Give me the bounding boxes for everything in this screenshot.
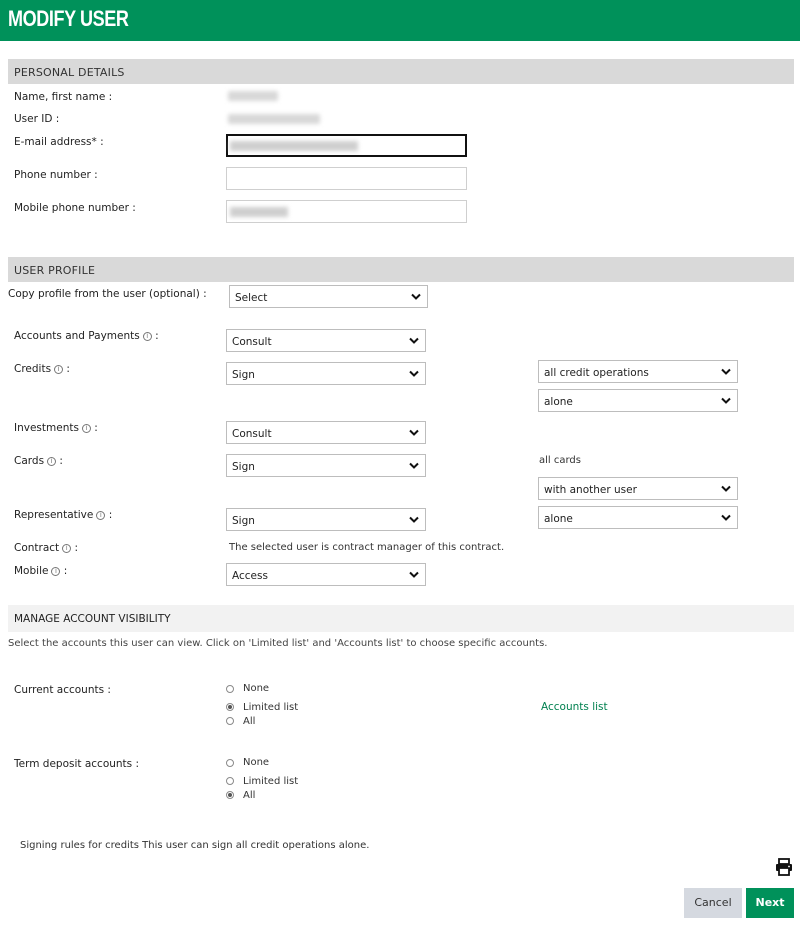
current-none-radio[interactable] xyxy=(226,685,234,693)
visibility-description: Select the accounts this user can view. Click on 'Limited list' and 'Accounts list' to choose specific accounts. xyxy=(8,638,548,649)
chevron-down-icon xyxy=(409,370,419,378)
info-icon[interactable]: i xyxy=(47,457,56,466)
investments-label: Investments i : xyxy=(14,422,98,434)
chevron-down-icon xyxy=(721,368,731,376)
info-icon[interactable]: i xyxy=(143,332,152,341)
email-label: E-mail address* : xyxy=(14,136,104,148)
current-all-label: All xyxy=(243,716,256,727)
term-all-radio[interactable] xyxy=(226,791,234,799)
personal-details-section-header xyxy=(8,59,794,84)
term-deposit-label: Term deposit accounts : xyxy=(14,758,140,770)
term-none-radio[interactable] xyxy=(226,759,234,767)
info-icon[interactable]: i xyxy=(82,424,91,433)
cards-label: Cards i : xyxy=(14,455,63,467)
representative-label: Representative i : xyxy=(14,509,113,521)
cancel-button[interactable]: Cancel xyxy=(684,888,742,918)
current-accounts-label: Current accounts : xyxy=(14,684,111,696)
mobile-phone-field[interactable] xyxy=(226,200,467,223)
current-limited-radio[interactable] xyxy=(226,703,234,711)
cards-scope-text: all cards xyxy=(539,455,581,466)
term-limited-label: Limited list xyxy=(243,776,299,787)
accounts-payments-select[interactable]: Consult xyxy=(226,329,426,352)
mobile-label: Mobile i : xyxy=(14,565,68,577)
chevron-down-icon xyxy=(409,429,419,437)
current-none-label: None xyxy=(243,683,270,694)
chevron-down-icon xyxy=(721,485,731,493)
info-icon[interactable]: i xyxy=(96,511,105,520)
name-value-redacted xyxy=(228,91,278,101)
accounts-list-link[interactable]: Accounts list xyxy=(541,701,608,713)
current-limited-label: Limited list xyxy=(243,702,299,713)
info-icon[interactable]: i xyxy=(51,567,60,576)
credits-select[interactable]: Sign xyxy=(226,362,426,385)
representative-mode-select[interactable]: alone xyxy=(538,506,738,529)
info-icon[interactable]: i xyxy=(54,365,63,374)
section-title: PERSONAL DETAILS xyxy=(14,66,125,79)
name-label: Name, first name : xyxy=(14,91,113,103)
accounts-payments-label: Accounts and Payments i : xyxy=(14,330,159,342)
email-field[interactable] xyxy=(226,134,467,157)
chevron-down-icon xyxy=(409,571,419,579)
representative-select[interactable]: Sign xyxy=(226,508,426,531)
email-value-redacted xyxy=(230,141,358,151)
copy-profile-label: Copy profile from the user (optional) : xyxy=(8,288,207,300)
current-all-radio[interactable] xyxy=(226,717,234,725)
manage-visibility-section-header xyxy=(8,605,794,632)
userid-value-redacted xyxy=(228,114,320,124)
cards-mode-select[interactable]: with another user xyxy=(538,477,738,500)
chevron-down-icon xyxy=(721,397,731,405)
info-icon[interactable]: i xyxy=(62,544,71,553)
credits-mode-select[interactable]: alone xyxy=(538,389,738,412)
chevron-down-icon xyxy=(721,514,731,522)
mobile-phone-label: Mobile phone number : xyxy=(14,202,136,214)
section-title: MANAGE ACCOUNT VISIBILITY xyxy=(14,613,171,625)
contract-label: Contract i : xyxy=(14,542,79,554)
copy-profile-select[interactable]: Select xyxy=(229,285,428,308)
next-button[interactable]: Next xyxy=(746,888,794,918)
credits-scope-select[interactable]: all credit operations xyxy=(538,360,738,383)
user-profile-section-header xyxy=(8,257,794,282)
chevron-down-icon xyxy=(409,462,419,470)
term-none-label: None xyxy=(243,757,270,768)
signing-rules-text: Signing rules for credits This user can sign all credit operations alone. xyxy=(20,840,370,851)
term-all-label: All xyxy=(243,790,256,801)
page-title: MODIFY USER xyxy=(8,6,129,31)
section-title: USER PROFILE xyxy=(14,264,96,277)
page-header xyxy=(0,0,800,41)
cards-select[interactable]: Sign xyxy=(226,454,426,477)
mobile-value-redacted xyxy=(230,207,288,217)
chevron-down-icon xyxy=(409,337,419,345)
chevron-down-icon xyxy=(411,293,421,301)
phone-field[interactable] xyxy=(226,167,467,190)
printer-icon[interactable] xyxy=(775,858,793,876)
userid-label: User ID : xyxy=(14,113,60,125)
phone-label: Phone number : xyxy=(14,169,98,181)
investments-select[interactable]: Consult xyxy=(226,421,426,444)
term-limited-radio[interactable] xyxy=(226,777,234,785)
credits-label: Credits i : xyxy=(14,363,70,375)
mobile-select[interactable]: Access xyxy=(226,563,426,586)
chevron-down-icon xyxy=(409,516,419,524)
contract-text: The selected user is contract manager of this contract. xyxy=(229,542,505,553)
